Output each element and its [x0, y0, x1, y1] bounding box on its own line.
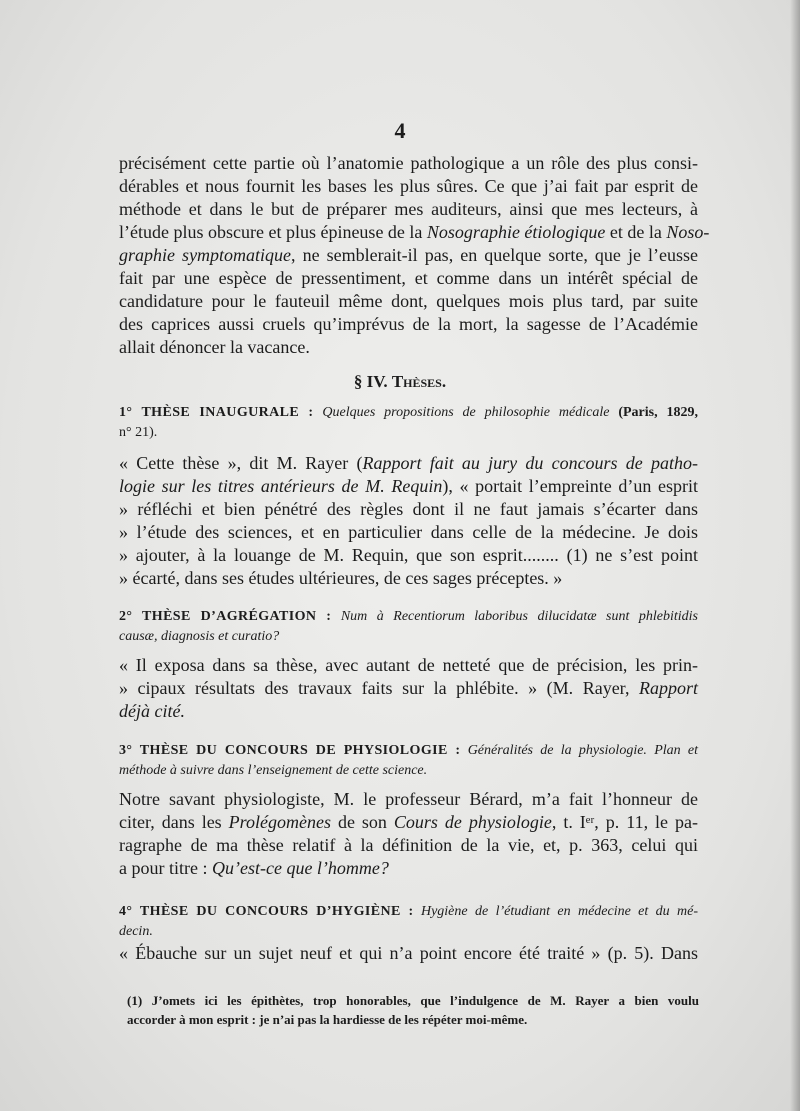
text-line: ragraphe de ma thèse relatif à la définition de la vie, et, p. 363, celui qui: [119, 835, 698, 855]
footnote-line: accorder à mon esprit : je n’ai pas la hardiesse de les répéter moi-même.: [127, 1012, 528, 1027]
text-run: l’étude plus obscure et plus épineuse de la: [119, 222, 427, 242]
italic-title: Rapport fait au jury du concours de patho-: [362, 453, 698, 473]
text-line: » réfléchi et bien pénétré des règles dont il ne faut jamais s’écarter dans: [119, 499, 698, 519]
these-details: (Paris, 1829,: [618, 405, 699, 420]
text-line: » ajouter, à la louange de M. Requin, que son esprit........ (1) ne s’est point: [119, 545, 698, 565]
text-line: [119, 677, 698, 700]
text-line: [119, 403, 698, 423]
these-3-entry: [119, 741, 698, 781]
text-line: des caprices aussi cruels qu’imprévus de la mort, la sagesse de l’Académie: [119, 314, 698, 334]
these-label: 1° THÈSE INAUGURALE :: [119, 405, 314, 420]
these-2-entry: [119, 607, 698, 647]
text-line: [119, 607, 698, 627]
italic-title: Nosographie étiologique: [426, 222, 606, 242]
text-run: a pour titre :: [119, 858, 212, 878]
page-edge-shadow: [790, 0, 800, 1111]
text-run: » cipaux résultats des travaux faits sur la phlébite. » (M. Rayer,: [119, 678, 639, 698]
these-1-entry: [119, 403, 698, 443]
text-line: déjà cité.: [119, 701, 185, 721]
text-line: [119, 452, 698, 475]
berard-paragraph: [119, 788, 698, 880]
these-title: Quelques propositions de philosophie médicale: [322, 405, 610, 420]
text-line: » écarté, dans ses études ultérieures, de ces sages préceptes. »: [119, 568, 563, 588]
text-line: Notre savant physiologiste, M. le professeur Bérard, m’a fait l’honneur de: [119, 789, 698, 809]
these-label: 2° THÈSE D’AGRÉGATION :: [119, 609, 332, 624]
these-title: Num à Recentiorum laboribus dilucidatæ sunt phlebitidis: [340, 609, 699, 624]
italic-title: Noso-: [666, 222, 710, 242]
page-number: 4: [394, 118, 406, 143]
italic-title: logie sur les titres antérieurs de M. Requin: [119, 476, 443, 496]
text-line: [119, 475, 698, 498]
these-title: Hygiène de l’étudiant en médecine et du mé-: [420, 904, 699, 919]
these-title: decin.: [119, 924, 153, 939]
text-run: , t. Iᵉʳ, p. 11, le pa-: [551, 812, 699, 832]
italic-title: Prolégomènes: [228, 812, 331, 832]
quote-ebauche: [119, 942, 698, 965]
section-mark: §: [353, 372, 363, 391]
footnote-line: (1) J’omets ici les épithètes, trop honorables, que l’indulgence de M. Rayer a bien voulu: [127, 993, 699, 1008]
text-line: [119, 857, 698, 880]
italic-title: Cours de physiologie: [393, 812, 552, 832]
text-line: [119, 811, 698, 834]
text-run: de son: [330, 812, 394, 832]
quote-phlebite: [119, 654, 698, 723]
text-line: [119, 244, 698, 267]
these-number: n° 21).: [119, 425, 158, 440]
text-run: « Cette thèse », dit M. Rayer (: [119, 453, 363, 473]
text-run: ), « portait l’empreinte d’un esprit: [442, 476, 698, 496]
text-run: et de la: [605, 222, 667, 242]
text-line: précisément cette partie où l’anatomie pathologique a un rôle des plus consi-: [119, 153, 698, 173]
section-numeral: IV.: [366, 372, 388, 391]
text-line: fait par une espèce de pressentiment, et comme dans un intérêt spécial de: [119, 268, 698, 288]
these-label: 3° THÈSE DU CONCOURS DE PHYSIOLOGIE :: [119, 743, 461, 758]
text-line: « Il exposa dans sa thèse, avec autant de netteté que de précision, les prin-: [119, 655, 698, 675]
text-run: citer, dans les: [119, 812, 229, 832]
text-line: » l’étude des sciences, et en particulier dans celle de la médecine. Je dois: [119, 522, 698, 542]
text-line: dérables et nous fournit les bases les plus sûres. Ce que j’ai fait par esprit de: [119, 176, 698, 196]
text-line: candidature pour le fauteuil même dont, quelques mois plus tard, par suite: [119, 291, 698, 311]
these-title: causæ, diagnosis et curatio?: [119, 629, 280, 644]
text-run: , ne semblerait-il pas, en quelque sorte, que je l’eusse: [291, 245, 698, 265]
text-line: allait dénoncer la vacance.: [119, 337, 310, 357]
italic-title: Qu’est-ce que l’homme?: [211, 858, 389, 878]
these-4-entry: [119, 902, 698, 942]
text-line: méthode et dans le but de préparer mes auditeurs, ainsi que mes lecteurs, à: [119, 199, 698, 219]
section-title: Thèses.: [391, 372, 447, 391]
italic-title: Rapport: [638, 678, 698, 698]
text-line: [119, 902, 698, 922]
text-line: [119, 741, 698, 761]
these-label: 4° THÈSE DU CONCOURS D’HYGIÈNE :: [119, 904, 414, 919]
these-title: Généralités de la physiologie. Plan et: [467, 743, 698, 758]
italic-title: graphie symptomatique: [119, 245, 292, 265]
footnote: [127, 991, 699, 1029]
quote-rayer: [119, 452, 698, 590]
intro-paragraph: [119, 152, 710, 359]
section-heading: [0, 372, 800, 392]
text-line: « Ébauche sur un sujet neuf et qui n’a point encore été traité » (p. 5). Dans: [119, 943, 698, 963]
these-title: méthode à suivre dans l’enseignement de cette science.: [119, 763, 428, 778]
text-line: [119, 221, 710, 244]
